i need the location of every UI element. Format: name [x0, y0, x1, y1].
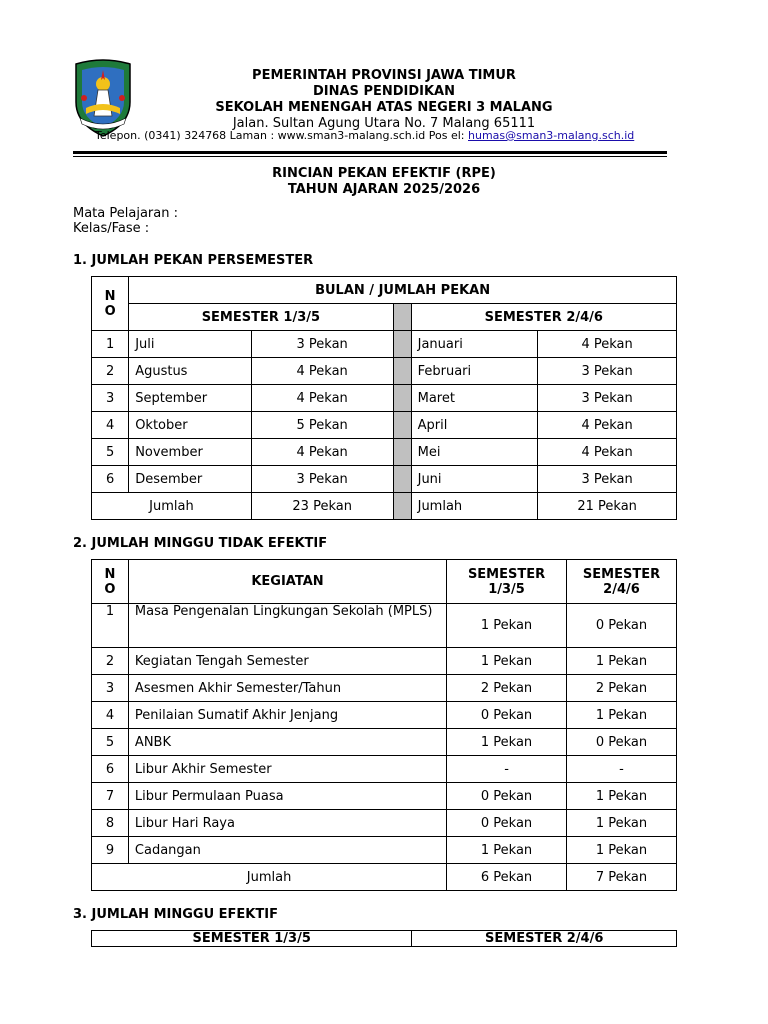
field-mata-pelajaran: Mata Pelajaran : — [73, 206, 178, 221]
email-link[interactable]: humas@sman3-malang.sch.id — [468, 129, 635, 142]
col-sem1-header: SEMESTER 1/3/5 — [447, 560, 567, 604]
table-row: 4 Penilaian Sumatif Akhir Jenjang 0 Pekan 1 Pekan — [92, 702, 677, 729]
total-row: Jumlah 23 Pekan Jumlah 21 Pekan — [92, 493, 677, 520]
minggu-efektif-table — [91, 930, 677, 947]
header-agency: DINAS PENDIDIKAN — [312, 84, 456, 99]
total-row: Jumlah 6 Pekan 7 Pekan — [92, 864, 677, 891]
col-no-header: NO — [92, 277, 129, 331]
sem2-header: SEMESTER 2/4/6 — [411, 304, 676, 331]
table-row: 9 Cadangan 1 Pekan 1 Pekan — [92, 837, 677, 864]
table-row: 2 Agustus 4 Pekan Februari 3 Pekan — [92, 358, 677, 385]
table-row: 3 September 4 Pekan Maret 3 Pekan — [92, 385, 677, 412]
col-bulan-header: BULAN / JUMLAH PEKAN — [129, 277, 677, 304]
table-row: 2 Kegiatan Tengah Semester 1 Pekan 1 Pekan — [92, 648, 677, 675]
pekan-persemester-table — [91, 276, 677, 520]
contact-text: Telepon. (0341) 324768 Laman : www.sman3-malang.sch.id Pos el: — [95, 129, 468, 142]
field-kelas-fase: Kelas/Fase : — [73, 221, 150, 236]
header-address: Jalan. Sultan Agung Utara No. 7 Malang 65111 — [232, 116, 536, 131]
table-row: 4 Oktober 5 Pekan April 4 Pekan — [92, 412, 677, 439]
table-row: 3 Asesmen Akhir Semester/Tahun 2 Pekan 2 Pekan — [92, 675, 677, 702]
header-divider-thick — [73, 151, 667, 154]
table-row: 5 November 4 Pekan Mei 4 Pekan — [92, 439, 677, 466]
table-row: 1 Masa Pengenalan Lingkungan Sekolah (MPLS) 1 Pekan 0 Pekan — [92, 604, 677, 648]
section1-heading: 1. JUMLAH PEKAN PERSEMESTER — [73, 253, 314, 268]
sem1-header: SEMESTER 1/3/5 — [129, 304, 393, 331]
table-row: 5 ANBK 1 Pekan 0 Pekan — [92, 729, 677, 756]
header-government: PEMERINTAH PROVINSI JAWA TIMUR — [252, 68, 516, 83]
table-row: 6 Libur Akhir Semester - - — [92, 756, 677, 783]
table-row: 1 Juli 3 Pekan Januari 4 Pekan — [92, 331, 677, 358]
header-school-name: SEKOLAH MENENGAH ATAS NEGERI 3 MALANG — [215, 100, 553, 115]
sem2-header: SEMESTER 2/4/6 — [412, 931, 677, 947]
section3-heading: 3. JUMLAH MINGGU EFEKTIF — [73, 907, 278, 922]
header-contact — [95, 129, 634, 143]
doc-subtitle: TAHUN AJARAN 2025/2026 — [287, 182, 481, 197]
doc-title: RINCIAN PEKAN EFEKTIF (RPE) — [272, 166, 496, 181]
col-kegiatan-header: KEGIATAN — [128, 560, 446, 604]
gray-separator — [393, 304, 411, 331]
col-sem2-header: SEMESTER 2/4/6 — [567, 560, 677, 604]
table-row: 7 Libur Permulaan Puasa 0 Pekan 1 Pekan — [92, 783, 677, 810]
sem1-header: SEMESTER 1/3/5 — [92, 931, 412, 947]
col-no-header: NO — [92, 560, 129, 604]
section2-heading: 2. JUMLAH MINGGU TIDAK EFEKTIF — [73, 536, 328, 551]
minggu-tidak-efektif-table — [91, 559, 677, 891]
table-row: 8 Libur Hari Raya 0 Pekan 1 Pekan — [92, 810, 677, 837]
header-divider-thin — [73, 156, 667, 157]
table-row: 6 Desember 3 Pekan Juni 3 Pekan — [92, 466, 677, 493]
